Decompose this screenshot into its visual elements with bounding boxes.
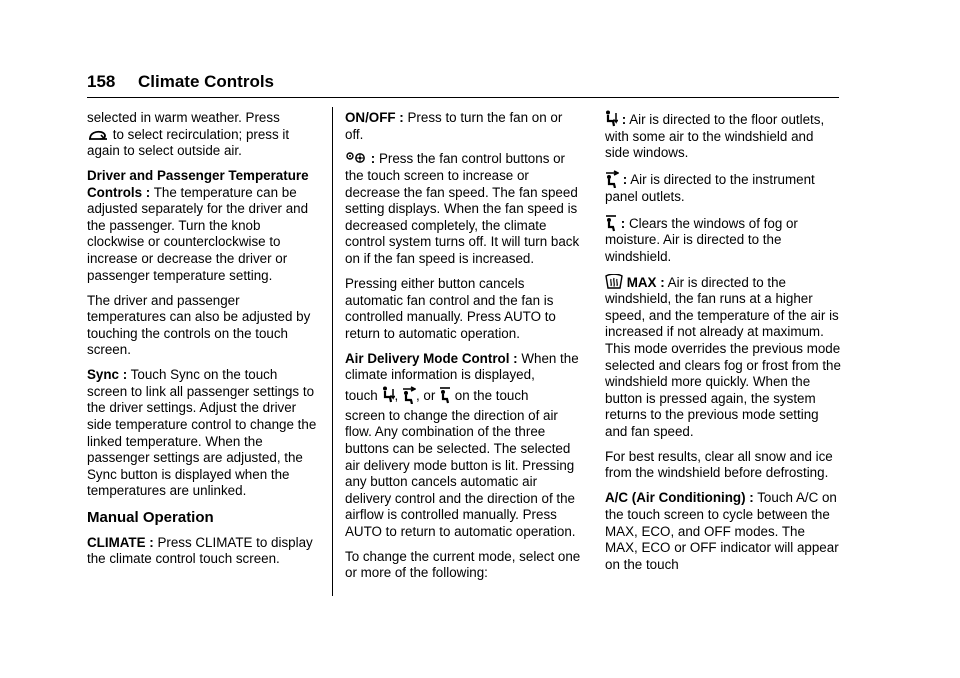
climate-term: CLIMATE :	[87, 534, 154, 550]
recirculation-paragraph	[87, 110, 319, 160]
defog-text: Clears the windows of fog or moisture. Air is directed to the windshield.	[605, 215, 798, 264]
touch-word: touch	[345, 387, 378, 403]
driver-passenger-text: The temperature can be adjusted separately for the driver and the passenger. Turn the knob clockwise or counterclockwise to increase or decrease the driver or passenger temperature setting.	[87, 184, 309, 283]
air-delivery-text: When the climate information is displayed,	[345, 350, 579, 383]
sync-term: Sync :	[87, 367, 128, 383]
page-title: Climate Controls	[138, 72, 275, 91]
floor-paragraph	[605, 110, 841, 162]
on-touch-text: on the touch	[454, 387, 529, 403]
floor-term: :	[621, 112, 627, 127]
onoff-text: Press to turn the fan on or off.	[345, 110, 563, 142]
recirc-text-b: to select recirculation; press it again to select outside air.	[87, 126, 290, 159]
column-1	[87, 110, 319, 576]
or-word: , or	[415, 387, 436, 403]
change-mode-paragraph	[345, 549, 581, 582]
page-number: 158	[87, 72, 116, 91]
climate-text: Press CLIMATE to display the climate control touch screen.	[87, 534, 313, 567]
driver-passenger-term: Driver and Passenger Temperature Controls :	[87, 168, 309, 200]
cancel-text: Pressing either button cancels automatic fan control and the fan is controlled manually. Press AUTO to return to automatic operation.	[345, 275, 556, 341]
best-results-paragraph	[605, 449, 841, 482]
defog-term: :	[620, 215, 626, 231]
climate-paragraph	[87, 535, 319, 568]
onoff-term: ON/OFF :	[345, 110, 404, 125]
floor-mode-icon	[605, 110, 618, 128]
panel-text: Air is directed to the instrument panel outlets.	[605, 172, 815, 204]
fan-speed-icon	[345, 152, 367, 165]
air-delivery-paragraph	[345, 351, 581, 541]
comma: ,	[394, 387, 399, 403]
best-results-text: For best results, clear all snow and ice from the windshield before defrosting.	[605, 448, 833, 481]
header-rule	[87, 97, 839, 98]
column-2	[345, 110, 581, 590]
column-3	[605, 110, 841, 582]
ac-term: A/C (Air Conditioning) :	[605, 490, 754, 506]
air-mode-icons-line	[345, 388, 529, 403]
sync-paragraph	[87, 367, 319, 500]
max-defrost-paragraph	[605, 274, 841, 441]
defog-mode-icon	[605, 214, 617, 232]
ac-paragraph	[605, 490, 841, 573]
floor-text: Air is directed to the floor outlets, with some air to the windshield and side windows.	[605, 112, 825, 161]
cancel-paragraph	[345, 276, 581, 342]
max-term: MAX :	[626, 274, 665, 290]
column-divider	[332, 107, 333, 596]
fan-paragraph	[345, 151, 581, 267]
fan-text: Press the fan control buttons or the touch screen to increase or decrease the fan speed. The fan speed setting displays. When the fan speed is decreased completely, the climate control system turns off. It will turn back on if the fan speed is increased.	[345, 151, 580, 267]
defrost-icon	[605, 274, 623, 290]
defog-paragraph	[605, 214, 841, 266]
fan-term: :	[370, 151, 376, 167]
manual-operation-heading: Manual Operation	[87, 508, 214, 526]
panel-mode-icon	[605, 170, 619, 188]
ac-text: Touch A/C on the touch screen to cycle between the MAX, ECO, and OFF modes. The MAX, ECO or OFF indicator will appear on the touch	[605, 490, 839, 572]
panel-mode-icon	[402, 386, 416, 404]
page-header	[87, 72, 274, 92]
max-text: Air is directed to the windshield, the fan runs at a higher speed, and the temperature of the air is increased if not already at maximum. This mode overrides the previous mode selected and clears fog or frost from the windshield more quickly. When the button is pressed again, the system returns to the previous mode setting and fan speed.	[605, 274, 841, 439]
panel-paragraph	[605, 170, 841, 205]
change-mode-text: To change the current mode, select one or more of the following:	[345, 548, 581, 581]
recirc-text-a: selected in warm weather. Press	[87, 110, 280, 125]
defog-mode-icon	[439, 386, 451, 404]
touch-temperature-text: The driver and passenger temperatures can also be adjusted by touching the controls on the touch screen.	[87, 292, 311, 358]
onoff-paragraph	[345, 110, 581, 143]
recirculation-icon	[87, 130, 109, 141]
sync-text: Touch Sync on the touch screen to link all passenger settings to the driver settings. Adjust the driver side temperature control to change the linked temperature. When the passenger settings are adjusted, the Sync button is displayed when the temperatures are unlinked.	[87, 367, 317, 499]
touch-temperature-paragraph	[87, 293, 319, 359]
floor-mode-icon	[382, 386, 395, 404]
driver-passenger-paragraph	[87, 168, 319, 284]
air-delivery-text-2: screen to change the direction of air flow. Any combination of the three buttons can be selected. The selected air delivery mode button is lit. Pressing any button cancels automatic air delivery control and the direction of the airflow is controlled manually. Press AUTO to return to automatic operation.	[345, 407, 576, 539]
panel-term: :	[622, 172, 628, 188]
air-delivery-term: Air Delivery Mode Control :	[345, 350, 518, 366]
